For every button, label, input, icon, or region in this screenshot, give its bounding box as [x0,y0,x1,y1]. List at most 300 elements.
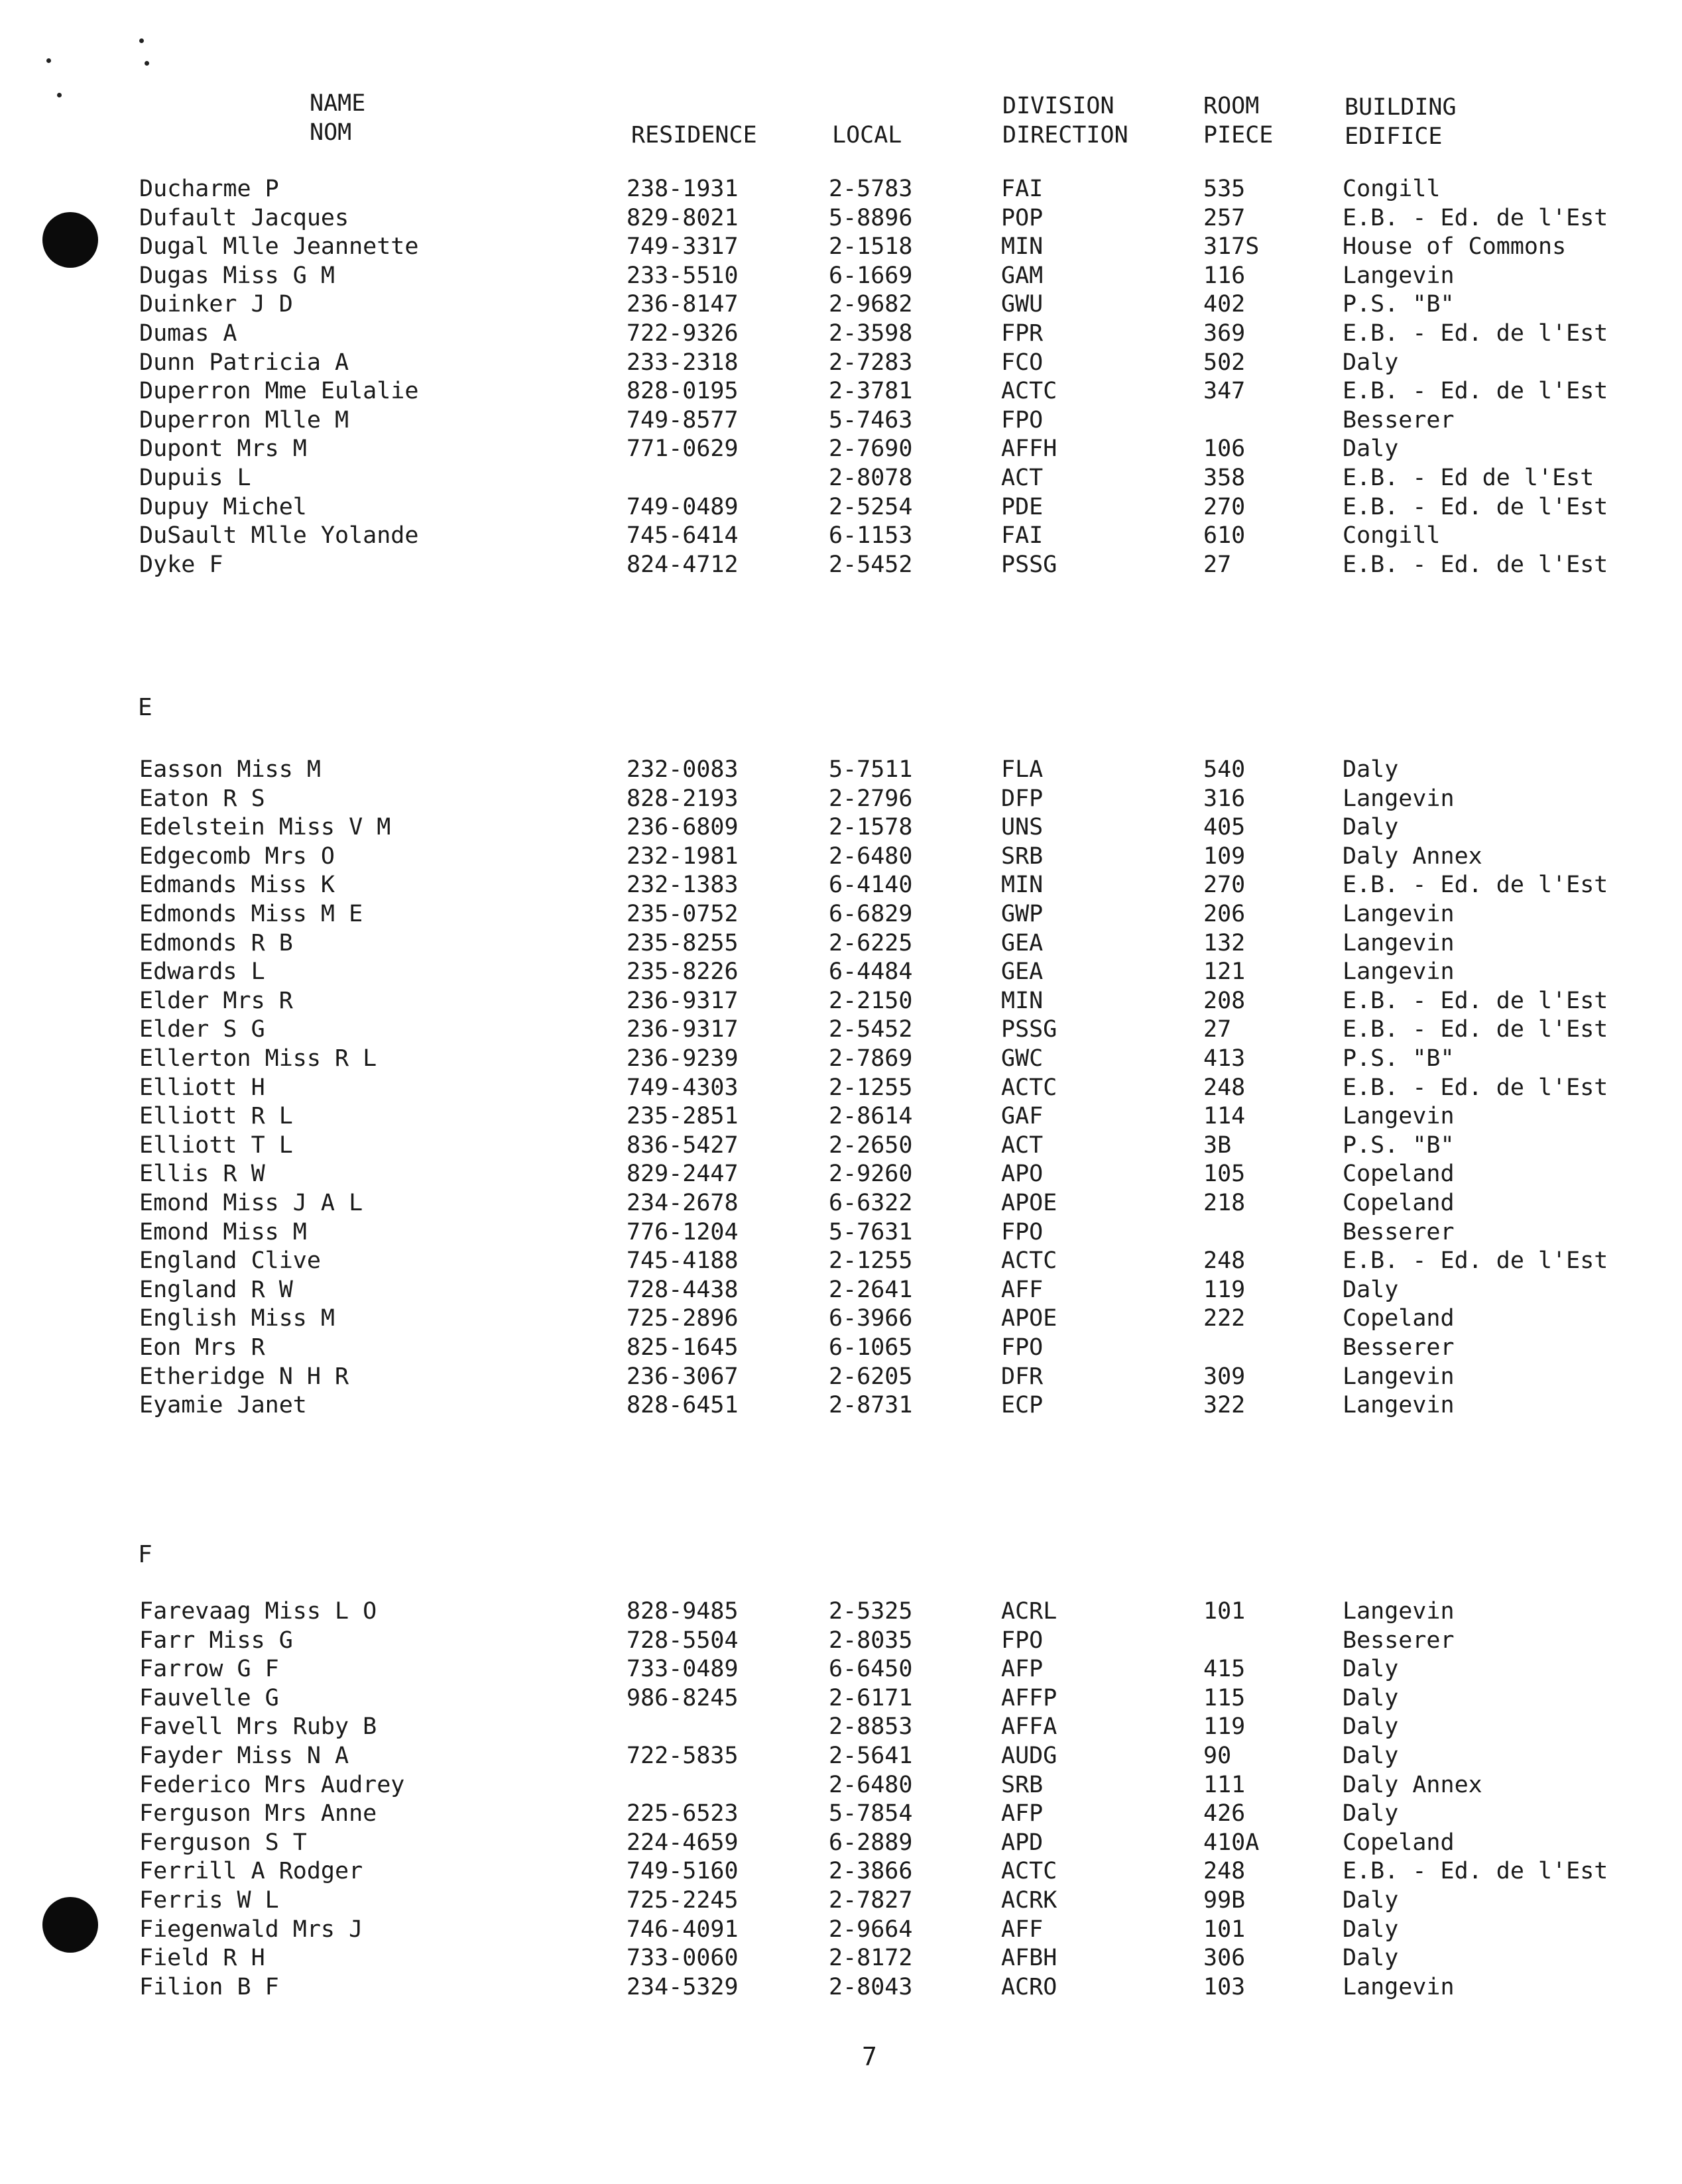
entry-name: Dugas Miss G M [139,262,335,289]
room-number: 109 [1203,842,1246,870]
local-extension: 2-1255 [829,1247,913,1275]
residence-phone: 232-1981 [627,842,739,870]
room-number: 208 [1203,987,1246,1014]
entry-name: Edgecomb Mrs O [139,842,335,870]
division-code: GWP [1001,901,1044,927]
room-number: 358 [1203,465,1246,491]
room-number: 306 [1203,1945,1246,1972]
room-number: 114 [1203,1103,1246,1130]
entry-name: Etheridge N H R [139,1363,349,1390]
division-code: SRB [1001,1771,1044,1798]
residence-phone: 235-2851 [627,1103,739,1130]
local-extension: 2-5452 [829,551,913,578]
entry-name: Eon Mrs R [139,1334,265,1361]
building-name: Langevin [1343,958,1455,986]
local-extension: 6-6450 [829,1656,913,1683]
division-code: ECP [1001,1392,1044,1419]
section-letter-f: F [138,1541,152,1568]
entry-name: Dupont Mrs M [139,435,307,463]
residence-phone: 236-8147 [627,291,739,318]
building-name: Daly [1343,1945,1399,1972]
local-extension: 6-4140 [829,872,913,899]
entry-name: Farevaag Miss L O [139,1598,377,1625]
building-name: E.B. - Ed. de l'Est [1343,320,1608,347]
room-number: 316 [1203,785,1246,812]
building-name: E.B. - Ed de l'Est [1343,465,1594,491]
building-name: Besserer [1343,1334,1455,1361]
entry-name: Dufault Jacques [139,204,349,231]
residence-phone: 236-9317 [627,987,739,1014]
entry-name: Emond Miss J A L [139,1190,363,1216]
local-extension: 6-1153 [829,522,913,549]
building-name: E.B. - Ed. de l'Est [1343,1074,1608,1101]
local-extension: 6-6322 [829,1190,913,1216]
residence-phone: 828-9485 [627,1598,739,1625]
local-extension: 2-2650 [829,1131,913,1159]
room-number: 248 [1203,1074,1246,1101]
entry-name: Elliott H [139,1074,265,1101]
building-name: P.S. "B" [1343,291,1455,318]
room-number: 248 [1203,1858,1246,1885]
scan-speck [139,38,144,43]
residence-phone: 236-6809 [627,814,739,841]
residence-phone: 232-1383 [627,872,739,899]
building-name: Daly [1343,435,1399,463]
residence-phone: 986-8245 [627,1684,739,1711]
division-code: GEA [1001,958,1044,986]
entry-name: England Clive [139,1247,321,1275]
building-name: E.B. - Ed. de l'Est [1343,493,1608,520]
room-number: 426 [1203,1800,1246,1827]
residence-phone: 828-2193 [627,785,739,812]
entry-name: Elliott T L [139,1131,293,1159]
residence-phone: 733-0489 [627,1656,739,1683]
building-name: Daly Annex [1343,842,1482,870]
local-extension: 2-6171 [829,1684,913,1711]
entry-name: Ellerton Miss R L [139,1045,377,1072]
local-extension: 2-1578 [829,814,913,841]
entry-name: Federico Mrs Audrey [139,1771,405,1798]
division-code: MIN [1001,233,1044,260]
division-code: GAM [1001,262,1044,289]
division-code: PDE [1001,493,1044,520]
room-number: 402 [1203,291,1246,318]
building-name: P.S. "B" [1343,1045,1455,1072]
division-code: FPO [1001,1218,1044,1245]
room-number: 119 [1203,1276,1246,1303]
building-name: E.B. - Ed. de l'Est [1343,1247,1608,1275]
division-code: AFF [1001,1916,1044,1943]
local-extension: 2-7827 [829,1887,913,1914]
residence-phone: 224-4659 [627,1829,739,1856]
residence-phone: 234-5329 [627,1973,739,2000]
local-extension: 2-9664 [829,1916,913,1943]
room-number: 413 [1203,1045,1246,1072]
scan-speck [57,93,62,97]
division-code: FCO [1001,349,1044,376]
division-code: ACT [1001,1131,1044,1159]
header-building: BUILDING EDIFICE [1345,94,1457,150]
building-name: Langevin [1343,262,1455,289]
division-code: GEA [1001,929,1044,956]
entry-name: Ferguson S T [139,1829,307,1856]
division-code: GAF [1001,1103,1044,1130]
residence-phone: 725-2896 [627,1305,739,1332]
entry-name: Dupuis L [139,465,251,491]
residence-phone: 749-3317 [627,233,739,260]
room-number: 502 [1203,349,1246,376]
division-code: AUDG [1001,1743,1057,1769]
division-code: AFP [1001,1800,1044,1827]
residence-phone: 829-2447 [627,1161,739,1188]
local-extension: 2-1255 [829,1074,913,1101]
building-name: Copeland [1343,1305,1455,1332]
residence-phone: 824-4712 [627,551,739,578]
division-code: AFBH [1001,1945,1057,1972]
local-extension: 2-8172 [829,1945,913,1972]
room-number: 116 [1203,262,1246,289]
building-name: Daly [1343,756,1399,783]
local-extension: 2-2150 [829,987,913,1014]
entry-name: Edmonds Miss M E [139,901,363,927]
header-room: ROOM PIECE [1203,93,1274,148]
local-extension: 5-7631 [829,1218,913,1245]
entry-name: Edmands Miss K [139,872,335,899]
local-extension: 2-3598 [829,320,913,347]
division-code: SRB [1001,842,1044,870]
local-extension: 2-8043 [829,1973,913,2000]
building-name: Daly [1343,1916,1399,1943]
division-code: MIN [1001,987,1044,1014]
residence-phone: 236-3067 [627,1363,739,1390]
local-extension: 2-5254 [829,493,913,520]
division-code: ACRL [1001,1598,1057,1625]
division-code: MIN [1001,872,1044,899]
header-residence: RESIDENCE [631,122,757,148]
header-name: NAME NOM [310,90,366,146]
building-name: E.B. - Ed. de l'Est [1343,987,1608,1014]
local-extension: 2-9682 [829,291,913,318]
local-extension: 6-4484 [829,958,913,986]
entry-name: Edelstein Miss V M [139,814,391,841]
local-extension: 2-3781 [829,378,913,405]
local-extension: 2-6205 [829,1363,913,1390]
residence-phone: 238-1931 [627,176,739,202]
room-number: 119 [1203,1713,1246,1741]
local-extension: 2-7283 [829,349,913,376]
room-number: 257 [1203,204,1246,231]
residence-phone: 749-8577 [627,406,739,433]
room-number: 99B [1203,1887,1246,1914]
entry-name: Eaton R S [139,785,265,812]
local-extension: 2-1518 [829,233,913,260]
local-extension: 2-5452 [829,1016,913,1043]
binder-hole-bottom [42,1897,98,1953]
residence-phone: 725-2245 [627,1887,739,1914]
entry-name: Elliott R L [139,1103,293,1130]
building-name: Daly [1343,349,1399,376]
division-code: FAI [1001,176,1044,202]
room-number: 105 [1203,1161,1246,1188]
building-name: Langevin [1343,901,1455,927]
entry-name: England R W [139,1276,293,1303]
division-code: ACT [1001,465,1044,491]
entry-name: Emond Miss M [139,1218,307,1245]
room-number: 132 [1203,929,1246,956]
division-code: UNS [1001,814,1044,841]
entry-name: Ducharme P [139,176,279,202]
division-code: ACTC [1001,1247,1057,1275]
entry-name: Fauvelle G [139,1684,279,1711]
entry-name: Dunn Patricia A [139,349,349,376]
residence-phone: 745-4188 [627,1247,739,1275]
building-name: Copeland [1343,1161,1455,1188]
residence-phone: 728-4438 [627,1276,739,1303]
division-code: FPO [1001,406,1044,433]
residence-phone: 828-0195 [627,378,739,405]
division-code: APD [1001,1829,1044,1856]
room-number: 222 [1203,1305,1246,1332]
room-number: 535 [1203,176,1246,202]
header-local: LOCAL [832,122,902,148]
local-extension: 2-5783 [829,176,913,202]
division-code: ACTC [1001,378,1057,405]
building-name: P.S. "B" [1343,1131,1455,1159]
division-code: DFR [1001,1363,1044,1390]
room-number: 270 [1203,872,1246,899]
local-extension: 5-7511 [829,756,913,783]
division-code: PSSG [1001,1016,1057,1043]
building-name: Daly [1343,1656,1399,1683]
entry-name: Ellis R W [139,1161,265,1188]
local-extension: 2-8853 [829,1713,913,1741]
local-extension: 2-8035 [829,1627,913,1654]
entry-name: Field R H [139,1945,265,1972]
division-code: ACRK [1001,1887,1057,1914]
residence-phone: 233-5510 [627,262,739,289]
room-number: 369 [1203,320,1246,347]
residence-phone: 234-2678 [627,1190,739,1216]
section-letter-e: E [138,694,152,721]
entry-name: Ferrill A Rodger [139,1858,363,1885]
room-number: 106 [1203,435,1246,463]
header-division: DIVISION DIRECTION [1002,93,1128,148]
residence-phone: 235-8255 [627,929,739,956]
division-code: AFFA [1001,1713,1057,1741]
residence-phone: 825-1645 [627,1334,739,1361]
room-number: 309 [1203,1363,1246,1390]
room-number: 410A [1203,1829,1260,1856]
division-code: ACTC [1001,1858,1057,1885]
building-name: E.B. - Ed. de l'Est [1343,204,1608,231]
entry-name: Dupuy Michel [139,493,307,520]
entry-name: Duperron Mlle M [139,406,349,433]
residence-phone: 236-9239 [627,1045,739,1072]
entry-name: Dyke F [139,551,223,578]
room-number: 206 [1203,901,1246,927]
room-number: 121 [1203,958,1246,986]
room-number: 610 [1203,522,1246,549]
entry-name: Edwards L [139,958,265,986]
local-extension: 2-6480 [829,842,913,870]
division-code: PSSG [1001,551,1057,578]
building-name: Copeland [1343,1829,1455,1856]
building-name: Langevin [1343,1363,1455,1390]
room-number: 218 [1203,1190,1246,1216]
building-name: Besserer [1343,1218,1455,1245]
scan-speck [145,61,149,66]
entry-name: Dugal Mlle Jeannette [139,233,419,260]
residence-phone: 722-9326 [627,320,739,347]
residence-phone: 829-8021 [627,204,739,231]
local-extension: 2-2641 [829,1276,913,1303]
division-code: APO [1001,1161,1044,1188]
entry-name: Fiegenwald Mrs J [139,1916,363,1943]
residence-phone: 749-0489 [627,493,739,520]
local-extension: 2-7869 [829,1045,913,1072]
residence-phone: 771-0629 [627,435,739,463]
division-code: FAI [1001,522,1044,549]
residence-phone: 236-9317 [627,1016,739,1043]
entry-name: Easson Miss M [139,756,321,783]
entry-name: Ferguson Mrs Anne [139,1800,377,1827]
residence-phone: 235-8226 [627,958,739,986]
room-number: 90 [1203,1743,1232,1769]
building-name: Daly [1343,1743,1399,1769]
building-name: Daly [1343,1887,1399,1914]
scan-speck [46,58,51,63]
room-number: 317S [1203,233,1260,260]
entry-name: Edmonds R B [139,929,293,956]
local-extension: 5-7854 [829,1800,913,1827]
building-name: E.B. - Ed. de l'Est [1343,872,1608,899]
room-number: 27 [1203,551,1232,578]
residence-phone: 746-4091 [627,1916,739,1943]
building-name: Daly [1343,1276,1399,1303]
building-name: Langevin [1343,785,1455,812]
residence-phone: 235-0752 [627,901,739,927]
residence-phone: 749-4303 [627,1074,739,1101]
entry-name: English Miss M [139,1305,335,1332]
entry-name: Elder Mrs R [139,987,293,1014]
entry-name: Dumas A [139,320,237,347]
building-name: E.B. - Ed. de l'Est [1343,1016,1608,1043]
residence-phone: 233-2318 [627,349,739,376]
building-name: Daly Annex [1343,1771,1482,1798]
building-name: Congill [1343,522,1441,549]
entry-name: Fayder Miss N A [139,1743,349,1769]
local-extension: 5-7463 [829,406,913,433]
division-code: APOE [1001,1190,1057,1216]
local-extension: 2-8614 [829,1103,913,1130]
division-code: GWU [1001,291,1044,318]
room-number: 415 [1203,1656,1246,1683]
division-code: AFFP [1001,1684,1057,1711]
local-extension: 2-8731 [829,1392,913,1419]
division-code: AFF [1001,1276,1044,1303]
binder-hole-top [42,212,98,268]
room-number: 27 [1203,1016,1232,1043]
building-name: House of Commons [1343,233,1567,260]
room-number: 270 [1203,493,1246,520]
entry-name: Duperron Mme Eulalie [139,378,419,405]
local-extension: 6-6829 [829,901,913,927]
room-number: 248 [1203,1247,1246,1275]
page-number: 7 [862,2042,877,2071]
room-number: 347 [1203,378,1246,405]
building-name: Langevin [1343,1103,1455,1130]
local-extension: 2-7690 [829,435,913,463]
building-name: E.B. - Ed. de l'Est [1343,1858,1608,1885]
entry-name: Filion B F [139,1973,279,2000]
local-extension: 6-1065 [829,1334,913,1361]
building-name: Besserer [1343,406,1455,433]
local-extension: 2-6225 [829,929,913,956]
division-code: ACTC [1001,1074,1057,1101]
room-number: 101 [1203,1598,1246,1625]
local-extension: 5-8896 [829,204,913,231]
residence-phone: 733-0060 [627,1945,739,1972]
building-name: Daly [1343,1713,1399,1741]
building-name: Langevin [1343,929,1455,956]
local-extension: 6-1669 [829,262,913,289]
residence-phone: 776-1204 [627,1218,739,1245]
local-extension: 2-8078 [829,465,913,491]
division-code: GWC [1001,1045,1044,1072]
entry-name: Farrow G F [139,1656,279,1683]
building-name: Congill [1343,176,1441,202]
local-extension: 2-2796 [829,785,913,812]
room-number: 111 [1203,1771,1246,1798]
room-number: 322 [1203,1392,1246,1419]
local-extension: 2-5641 [829,1743,913,1769]
division-code: FPO [1001,1627,1044,1654]
room-number: 115 [1203,1684,1246,1711]
residence-phone: 828-6451 [627,1392,739,1419]
residence-phone: 745-6414 [627,522,739,549]
local-extension: 2-6480 [829,1771,913,1798]
residence-phone: 728-5504 [627,1627,739,1654]
building-name: Langevin [1343,1598,1455,1625]
building-name: Daly [1343,1684,1399,1711]
entry-name: Eyamie Janet [139,1392,307,1419]
building-name: E.B. - Ed. de l'Est [1343,551,1608,578]
division-code: FPO [1001,1334,1044,1361]
division-code: FPR [1001,320,1044,347]
division-code: DFP [1001,785,1044,812]
division-code: APOE [1001,1305,1057,1332]
residence-phone: 232-0083 [627,756,739,783]
residence-phone: 722-5835 [627,1743,739,1769]
division-code: AFP [1001,1656,1044,1683]
local-extension: 6-2889 [829,1829,913,1856]
division-code: FLA [1001,756,1044,783]
division-code: POP [1001,204,1044,231]
entry-name: Elder S G [139,1016,265,1043]
building-name: Langevin [1343,1973,1455,2000]
entry-name: Favell Mrs Ruby B [139,1713,377,1741]
division-code: AFFH [1001,435,1057,463]
entry-name: Ferris W L [139,1887,279,1914]
local-extension: 2-9260 [829,1161,913,1188]
building-name: Langevin [1343,1392,1455,1419]
entry-name: Duinker J D [139,291,293,318]
residence-phone: 836-5427 [627,1131,739,1159]
building-name: E.B. - Ed. de l'Est [1343,378,1608,405]
building-name: Copeland [1343,1190,1455,1216]
room-number: 3B [1203,1131,1232,1159]
residence-phone: 749-5160 [627,1858,739,1885]
